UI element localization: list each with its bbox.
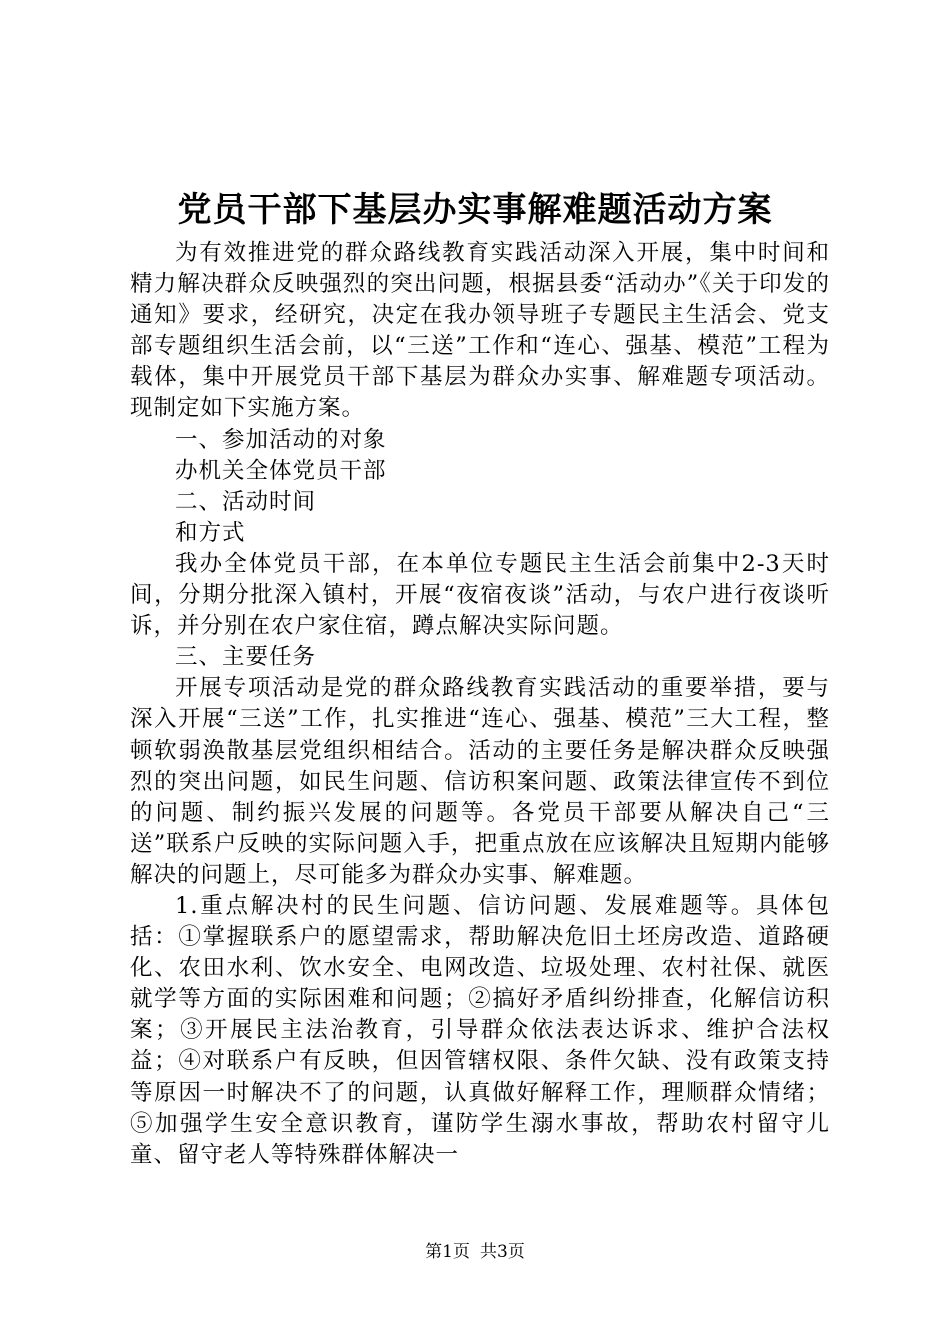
document-body: [130, 238, 830, 1171]
tasks-paragraph: 开展专项活动是党的群众路线教育实践活动的重要举措，要与深入开展“三送”工作，扎实推进“连心、强基、模范”三大工程，整顿软弱涣散基层党组织相结合。活动的主要任务是解决群众反映强烈的突出问题，如民生问题、信访积案问题、政策法律宣传不到位的问题、制约振兴发展的问题等。各党员干部要从解决自己“三送”联系户反映的实际问题入手，把重点放在应该解决且短期内能够解决的问题上，尽可能多为群众办实事、解难题。: [130, 675, 830, 888]
page-number-current: 第1页: [425, 1242, 470, 1262]
intro-paragraph: 为有效推进党的群众路线教育实践活动深入开展，集中时间和精力解决群众反映强烈的突出问题，根据县委“活动办”《关于印发的通知》要求，经研究，决定在我办领导班子专题民主生活会、党支部专题组织生活会前，以“三送”工作和“连心、强基、模范”工程为载体，集中开展党员干部下基层为群众办实事、解难题专项活动。现制定如下实施方案。: [130, 240, 830, 422]
participants-paragraph: 办机关全体党员干部: [175, 457, 387, 484]
task-item-1-paragraph: 1.重点解决村的民生问题、信访问题、发展难题等。具体包括：①掌握联系户的愿望需求，帮助解决危旧土坯房改造、道路硬化、农田水利、饮水安全、电网改造、垃圾处理、农村社保、就医就学等方面的实际困难和问题；②搞好矛盾纠纷排查，化解信访积案；③开展民主法治教育，引导群众依法表达诉求、维护合法权益；④对联系户有反映，但因管辖权限、条件欠缺、没有政策支持等原因一时解决不了的问题，认真做好解释工作，理顺群众情绪；⑤加强学生安全意识教育，谨防学生溺水事故，帮助农村留守儿童、留守老人等特殊群体解决一: [130, 892, 830, 1168]
section-heading-method: 和方式: [175, 519, 246, 546]
time-method-paragraph: 我办全体党员干部，在本单位专题民主生活会前集中2-3天时间，分期分批深入镇村，开展“夜宿夜谈”活动，与农户进行夜谈听诉，并分别在农户家住宿，蹲点解决实际问题。: [130, 550, 830, 640]
document-title: 党员干部下基层办实事解难题活动方案: [177, 190, 773, 230]
section-heading-participants: 一、参加活动的对象: [175, 426, 387, 453]
section-heading-time: 二、活动时间: [175, 488, 317, 515]
page-number-total: 共3页: [480, 1242, 525, 1262]
page-footer: [0, 1240, 950, 1264]
section-heading-tasks: 三、主要任务: [175, 644, 317, 671]
